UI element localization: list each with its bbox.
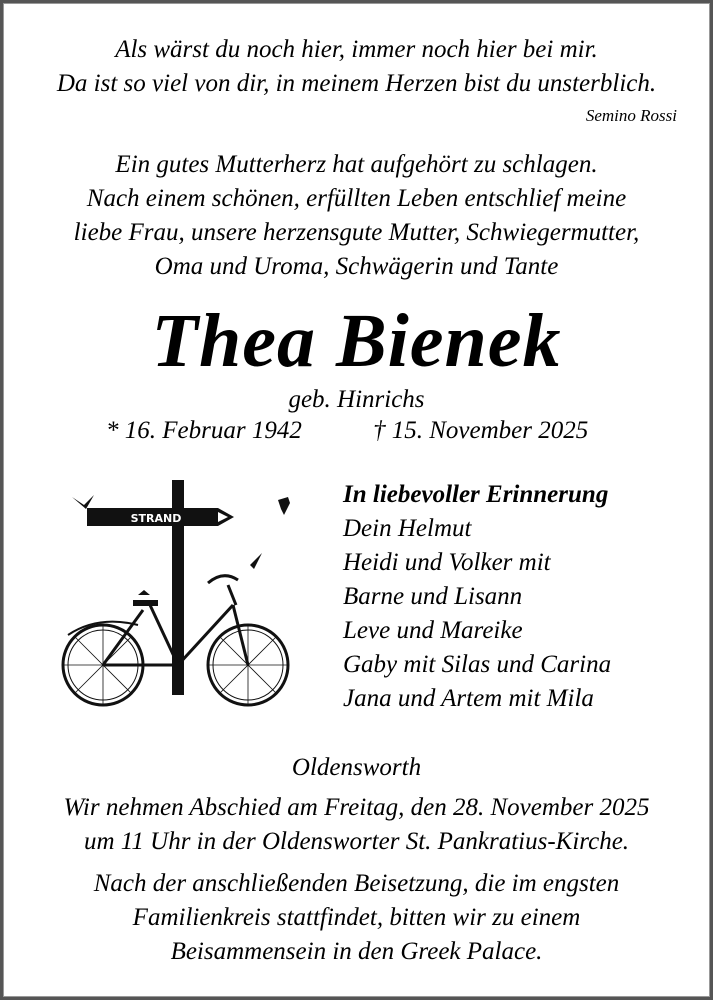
- funeral-info: [0, 791, 713, 859]
- intro-text: [0, 148, 713, 284]
- funeral-line: Wir nehmen Abschied am Freitag, den 28. November 2025: [63, 794, 650, 821]
- maiden-name: geb. Hinrichs: [288, 386, 425, 413]
- mourner: Gaby mit Silas und Carina: [343, 651, 612, 678]
- mourner: Dein Helmut: [343, 515, 472, 542]
- closing-line: Familienkreis stattfindet, bitten wir zu einem: [132, 904, 581, 931]
- intro-line: liebe Frau, unsere herzensgute Mutter, Schwiegermutter,: [73, 219, 640, 246]
- bicycle-signpost-illustration: [58, 475, 298, 715]
- closing-line: Beisammensein in den Greek Palace.: [170, 938, 543, 965]
- death-date: † 15. November 2025: [373, 417, 589, 444]
- quote: [0, 33, 713, 101]
- quote-author: Semino Rossi: [585, 106, 677, 125]
- mourner: Barne und Lisann: [343, 583, 523, 610]
- deceased-name: Thea Bienek: [151, 299, 562, 383]
- intro-line: Ein gutes Mutterherz hat aufgehört zu schlagen.: [115, 151, 598, 178]
- mourner: Heidi und Volker mit: [343, 549, 551, 576]
- birth-date: * 16. Februar 1942: [106, 417, 302, 444]
- mourner: Leve und Mareike: [343, 617, 523, 644]
- place: Oldensworth: [291, 754, 422, 781]
- closing-line: Nach der anschließenden Beisetzung, die im engsten: [93, 870, 620, 897]
- mourners-list: [343, 478, 611, 716]
- closing-text: [0, 867, 713, 969]
- mourners-heading: In liebevoller Erinnerung: [343, 481, 609, 508]
- intro-line: Nach einem schönen, erfüllten Leben entschlief meine: [86, 185, 627, 212]
- quote-line: Als wärst du noch hier, immer noch hier bei mir.: [115, 36, 598, 63]
- sign-text: STRAND: [130, 512, 182, 525]
- mourner: Jana und Artem mit Mila: [343, 685, 594, 712]
- funeral-line: um 11 Uhr in der Oldensworter St. Pankratius-Kirche.: [83, 828, 630, 855]
- quote-line: Da ist so viel von dir, in meinem Herzen bist du unsterblich.: [56, 70, 657, 97]
- intro-line: Oma und Uroma, Schwägerin und Tante: [154, 253, 559, 280]
